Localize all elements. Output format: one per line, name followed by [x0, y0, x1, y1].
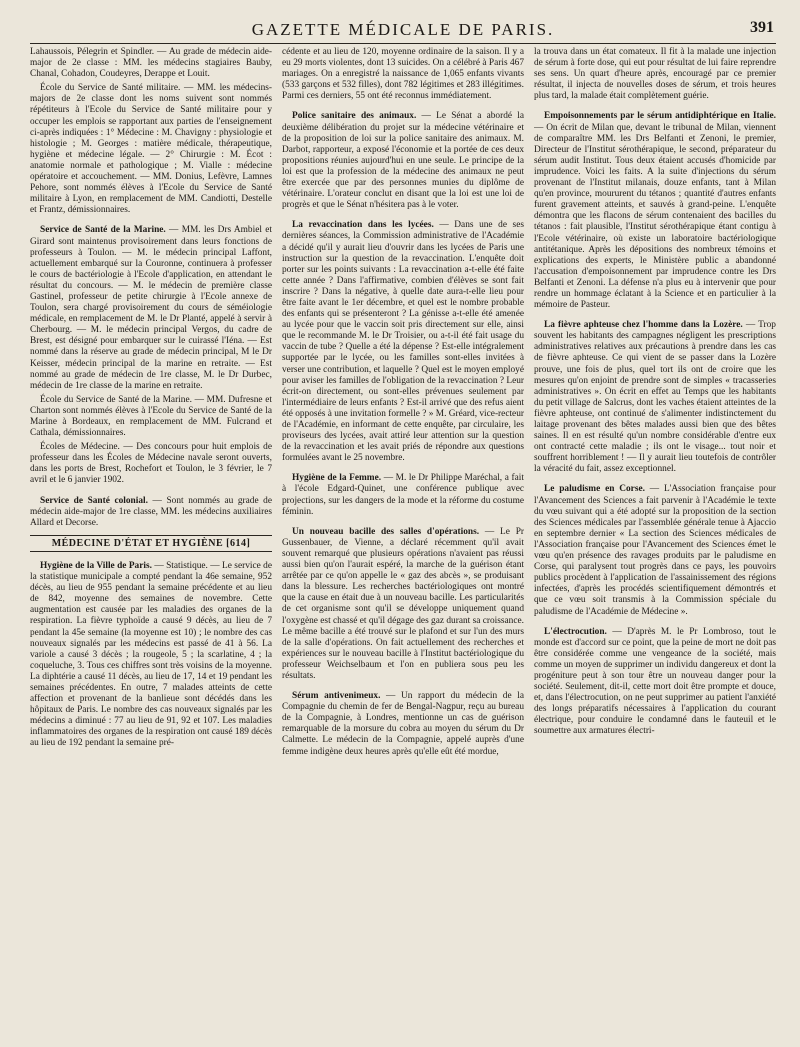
article-heading: L'électrocution.: [544, 626, 607, 637]
article-paragraph: [30, 225, 272, 391]
article-text: — Un rapport du médecin de la Compagnie du chemin de fer de Bengal-Nagpur, reçu au bureau de la Compagnie, à Londres, mentionne un cas de guérison remarquable de la morsure du cobra au moyen du sérum du Dr Calmette. Le médecin de la Compagnie, appelé auprès d'une femme indigène deux heures après qu'elle eût été mordue,: [282, 691, 524, 757]
article-text: — Dans une de ses dernières séances, la Commission administrative de l'Académie a décidé qu'il y aurait lieu d'ouvrir dans les lycées de Paris une instruction sur la question de la revaccination. L'enquête doit porter sur les points suivants : La revaccination a-t-elle été faite cette année ? Dans l'affirmative, combien d'élèves se sont fait inscrire ? Dans la négative, à quelle date aura-t-elle lieu pour être faite avant le 1er décembre, et quel est le nombre probable des enfants qui se présenteront ? La génisse a-t-elle été amenée au lycée pour que le vaccin soit pris directement sur elle, ainsi que le recommande M. le Dr Troisier, ou a-t-il été fait usage du vaccin de tube ? Quelle a été la dépense ? Est-elle intégralement supportée par le lycée, ou les familles sont-elles invitées à verser une contribution, et laquelle ? Quel est le moyen employé pour aviser les familles de l'obligation de la revaccination ? Leur écrit-on directement, ou sont-elles prévenues seulement par l'intermédiaire de leurs enfants ? Est-il arrivé que des refus aient été opposés à une invitation formelle ? » M. Gréard, vice-recteur de l'Académie, en informant de cette enquête, par circulaire, les proviseurs des lycées, avait attiré leur attention sur la question de la revaccination et les avait priés de répondre aux questions formulées avant le 25 novembre.: [282, 220, 524, 464]
article-heading: Un nouveau bacille des salles d'opérations.: [292, 526, 480, 537]
article-heading: Empoisonnements par le sérum antidiphtérique en Italie.: [544, 111, 776, 122]
article-paragraph: [282, 691, 524, 758]
article-text: — Le Sénat a abordé la deuxième délibération du projet sur la médecine vétérinaire et de la proposition de loi sur la police sanitaire des animaux. M. Darbot, rapporteur, a exposé l'économie et la portée de ces deux propositions réunies aujourd'hui en une seule. Le principe de la loi est que la profession de la médecine des animaux ne peut être exercée que par des personnes munies du diplôme de vétérinaire. L'orateur conclut en disant que la loi est une loi de progrès et que le Sénat n'hésitera pas à le voter.: [282, 111, 524, 211]
section-heading: MÉDECINE D'ÉTAT ET HYGIÈNE [614]: [30, 535, 272, 552]
article-paragraph: [534, 627, 776, 738]
article-text: — MM. les Drs Ambiel et Girard sont maintenus provisoirement dans leurs fonctions de professeurs à Toulon. — M. le médecin principal Laffont, actuellement embarqué sur la Couronne, continuera à professer le cours de bactériologie à l'Ecole d'application, en attendant le résultat du concours. — M. le médecin de première classe Gastinel, professeur de petite chirurgie à l'Ecole annexe de Toulon, sera chargé provisoirement du cours de séméiologie médicale, en remplacement de M. le Dr Planté, appelé à servir à Cherbourg. — M. le médecin principal Vergos, du cadre de Brest, est désigné pour embarquer sur le cuirassé l'Iéna. — Est nommé dans la réserve au grade de médecin principal, M le Dr Keisser, médecin principal de la marine en retraite. — Est nommé au grade de médecin de 1re classe, M. le Dr Durbec, médecin de 1re classe de la marine en retraite.: [30, 225, 272, 391]
article-heading: Sérum antivenimeux.: [292, 691, 381, 702]
page-number: 391: [750, 19, 774, 36]
column-middle: [282, 47, 524, 1037]
article-paragraph: [30, 561, 272, 750]
text-columns: [30, 47, 776, 1037]
article-heading: Le paludisme en Corse.: [544, 484, 645, 495]
article-text: — Sont nommés au grade de médecin aide-major de 1re classe, MM. les médecins auxiliaires Allard et Decorse.: [30, 495, 272, 528]
article-paragraph: [534, 111, 776, 311]
article-text: — M. le Dr Philippe Maréchal, a fait à l'école Edgard-Quinet, une conférence publique avec projections, sur les dangers de la mode et la réforme du costume féminin.: [282, 473, 524, 517]
article-heading: Police sanitaire des animaux.: [292, 111, 417, 122]
article-paragraph: [534, 484, 776, 617]
article-heading: Service de Santé colonial.: [40, 495, 148, 506]
article-text: — Le Pr Gussenbauer, de Vienne, a déclaré récemment qu'il avait souvent remarqué que plusieurs opérations n'avaient pas réussi aussi bien qu'on l'aurait espéré, la marche de la guérison étant arrêtée par ce qu'on appelle le « gaz des abcès », se produisant dans la blessure. Les recherches bactériologiques ont montré que la cause en était due à un nouveau bacille. Les particularités de cet organisme sont qu'il se développe uniquement quand l'oxygène est chassé et qu'il dégage des gaz durant sa croissance. Le même bacille a été trouvé sur le plafond et sur l'un des murs de la salle d'opérations. On fait actuellement des recherches et expériences sur le nouveau bacille à l'Institut bactériologique du professeur Weichselbaum et l'on en publiera sous peu les résultats.: [282, 526, 524, 681]
column-right: [534, 47, 776, 1037]
article-heading: Service de Santé de la Marine.: [40, 225, 166, 236]
article-heading: La revaccination dans les lycées.: [292, 220, 434, 231]
article-paragraph: [30, 496, 272, 529]
article-text: — L'Association française pour l'Avancement des Sciences a fait parvenir à l'Académie le texte du vœu suivant qui a été adopté sur la proposition de la section des Sciences médicales par l'assemblée générale tenue à Ajaccio en septembre dernier « La section des Sciences médicales de l'Association française pour l'Avancement des Sciences émet le vœu qu'en présence des ravages produits par le paludisme en Corse, qui paralysent tout progrès dans ce pays, les pouvoirs publics procèdent à l'application de l'assainissement des régions infectées, d'après les procédés scientifiquement démontrés et que ce vœu soit transmis à la Commission spéciale du paludisme de l'Académie de Médecine ».: [534, 484, 776, 617]
paragraph: École du Service de Santé militaire. — MM. les médecins-majors de 2e classe dont les noms suivent sont nommés répétiteurs à l'Ecole du Service de Santé militaire pour y occuper les emplois se rapportant aux parties de l'enseignement ci-après indiquées : 1° Médecine : M. Chavigny : physiologie et histologie ; M. Georges : matière médicale, thérapeutique, hygiène et médecine légale. — 2° Chirurgie : M. Écot : anatomie normale et pathologique ; M. Vialle : médecine opératoire et accouchement. — MM. Donius, Lefèvre, Lamnes Pehore, sont nommés élèves à l'Ecole du Service de Santé militaire à Lyon, en remplacement de MM. Candiotti, Destelle et Frantz, démissionnaires.: [30, 83, 272, 216]
article-paragraph: [534, 320, 776, 475]
page-title: GAZETTE MÉDICALE DE PARIS.: [251, 20, 555, 39]
column-left: [30, 47, 272, 1037]
article-text: — D'après M. le Pr Lombroso, tout le monde est d'accord sur ce point, que la peine de mort ne doit pas être considérée comme une vengeance de la société, mais comme un moyen de supprimer un individu dangereux et dont la progéniture peut à son tour être un nouveau danger pour la société. Seulement, dit-il, cette mort doit être prompte et douce, et, dans l'électrocution, on ne peut supprimer au patient l'anxiété des longs préparatifs nécessaires à l'application du courant électrique, pour conduire le condamné dans le fauteuil et le soumettre aux armatures électri-: [534, 626, 776, 737]
paragraph: Écoles de Médecine. — Des concours pour huit emplois de professeur dans les Écoles de Médecine navale seront ouverts, dans les ports de Brest, Rochefort et Toulon, le 3 février, le 7 avril et le 6 janvier 1902.: [30, 442, 272, 486]
article-paragraph: [282, 220, 524, 464]
paragraph: la trouva dans un état comateux. Il fit à la malade une injection de sérum à forte dose, qui eut pour résultat de lui faire reprendre ses sens. Un quart d'heure après, encouragé par ce premier résultat, il injecta de nouvelles doses de sérum, et trois heures plus tard, la malade était complètement guérie.: [534, 47, 776, 102]
paragraph: Lahaussois, Pélegrin et Spindler. — Au grade de médecin aide-major de 2e classe : MM. les médecins stagiaires Bauby, Chanal, Cohadon, Coudeyres, Derappe et Louit.: [30, 47, 272, 80]
paragraph: École du Service de Santé de la Marine. — MM. Dufresne et Charton sont nommés élèves à l'Ecole du Service de Santé de la Marine à Bordeaux, en remplacement de MM. Fulcrand et Cathala, démissionnaires.: [30, 394, 272, 439]
article-heading: Hygiène de la Femme.: [292, 473, 382, 484]
article-paragraph: [282, 111, 524, 211]
article-paragraph: [282, 527, 524, 682]
article-heading: La fièvre aphteuse chez l'homme dans la Lozère.: [544, 320, 743, 331]
article-text: — On écrit de Milan que, devant le tribunal de Milan, viennent de comparaître MM. les Drs Belfanti et Zenoni, le premier, Directeur de l'Institut sérothérapique, le second, préparateur du sérum audit Institut. Tous deux étaient accusés d'homicide par imprudence. Voici les faits. A la suite d'injections du sérum provenant de l'Institut milanais, douze enfants, tant à Milan qu'en province, moururent du tétanos ; quantité d'autres enfants furent gravement atteints, et sauvés à grand-peine. L'enquête démontra que les flacons de sérum contenaient des bacilles du tétanos : fait plausible, l'Institut sérothérapique étant contigu à l'Ecole vétérinaire, où existe un laboratoire bactériologique antitétanique. Après les dépositions des nombreux témoins et explications des experts, le Ministère public a abandonné l'accusation d'empoisonnement par imprudence contre les Drs Belfanti et Zenoni. La défense n'a plus eu à intervenir que pour rendre un hommage éclatant à la Science et en particulier à la mémoire de Pasteur.: [534, 122, 776, 311]
page-header: [30, 14, 776, 44]
article-text: — Statistique. — Le service de la statistique municipale a compté pendant la 46e semaine, 952 décès, au lieu de 955 pendant la semaine précédente et au lieu de 842, moyenne des semaines de novembre. Cette augmentation est causée par les maladies des organes de la respiration. La fièvre typhoïde a causé 9 décès, au lieu de 7 pendant la 45e semaine (la moyenne est 10) ; le nombre des cas nouveaux signalés par les médecins est passé de 41 à 56. La variole a causé 3 décès ; la rougeole, 5 ; la scarlatine, 4 ; la coqueluche, 3. Tous ces chiffres sont très voisins de la moyenne. La diphtérie a causé 11 décès, au lieu de 17, 14 et 19 pendant les semaines précédentes. En outre, 7 malades atteints de cette affection et provenant de la banlieue sont décédés dans les hôpitaux de Paris. Le nombre des cas nouveaux signalés par les médecins a diminué : 77 au lieu de 91, 92 et 107. Les maladies inflammatoires des organes de la respiration ont causé 189 décès au lieu de 192 pendant la semaine pré-: [30, 560, 272, 749]
article-paragraph: [282, 473, 524, 517]
article-text: — Trop souvent les habitants des campagnes négligent les prescriptions administratives relatives aux précautions à prendre dans les cas de fièvre aphteuse. Ce qui vient de se passer dans la Lozère prouve, une fois de plus, quel tort ils ont de croire que les mesures qu'on enjoint de prendre sont de simples « tracasseries administratives ». On écrit en effet au Temps que les habitants du petit village de Salcrus, dont les vaches étaient atteintes de la fièvre aphteuse, ont continué de s'alimenter indistinctement du laitage provenant des bêtes malades aussi bien que des bêtes saines. Il en est résulté qu'un nombre considérable d'entre eux ont contracté cette maladie ; ils ont le visage... tout noir et souffrent horriblement ! — Il y aurait lieu toutefois de contrôler la véracité du fait, assez exceptionnel.: [534, 320, 776, 475]
paragraph: cédente et au lieu de 120, moyenne ordinaire de la saison. Il y a eu 29 morts violentes, dont 13 suicides. On a célébré à Paris 467 mariages. On a enregistré la naissance de 1,065 enfants vivants (533 garçons et 532 filles), dont 782 légitimes et 283 illégitimes. Parmi ces derniers, 55 ont été reconnus immédiatement.: [282, 47, 524, 102]
article-heading: Hygiène de la Ville de Paris.: [40, 560, 152, 571]
